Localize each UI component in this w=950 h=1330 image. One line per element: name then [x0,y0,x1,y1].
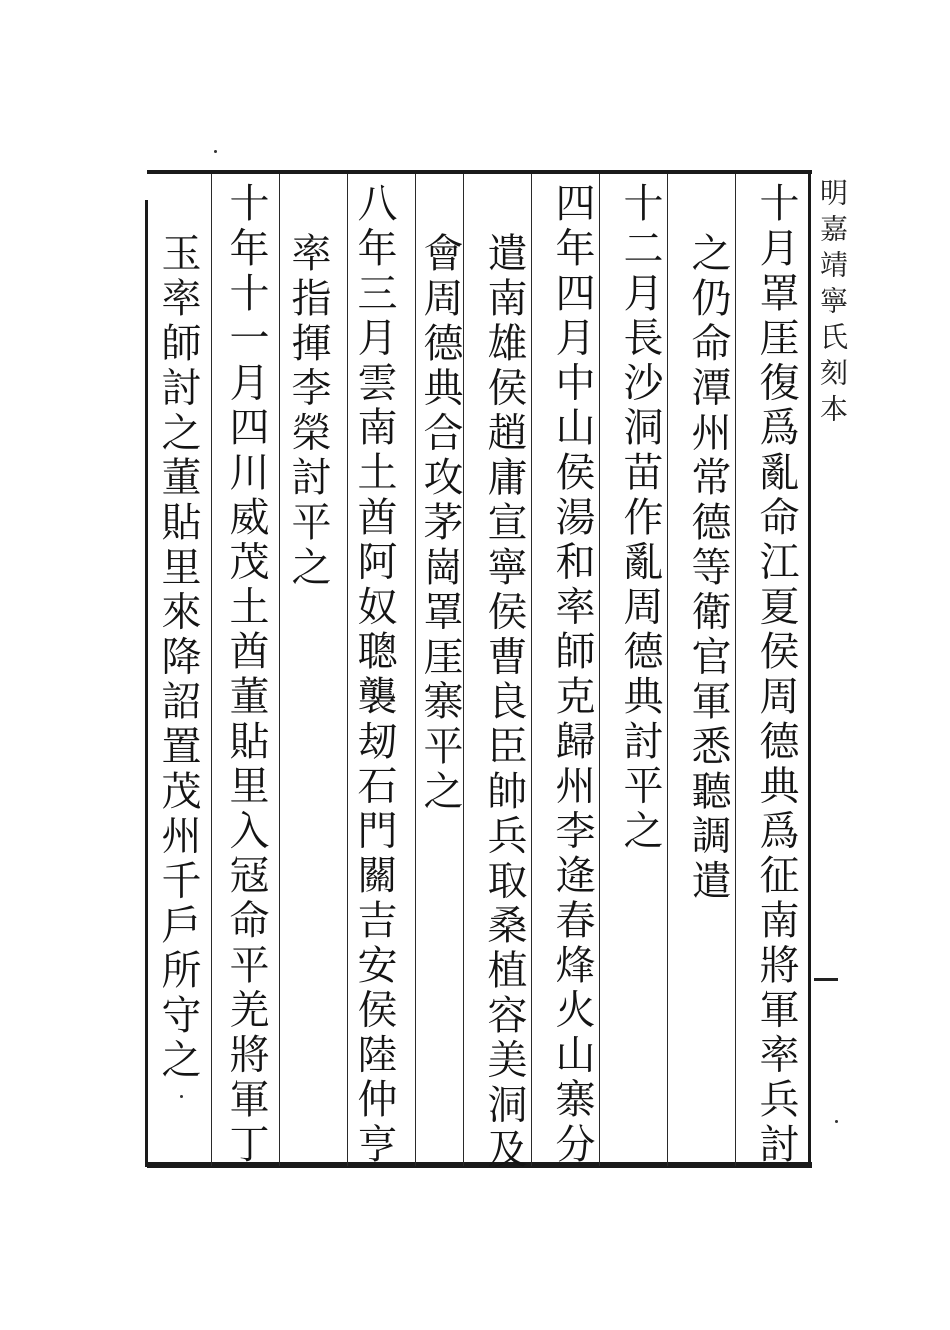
text-column-7: 八年三月雲南土酋阿奴聰襲刼石門關吉安侯陸仲亨 [351,182,397,1168]
left-border [145,200,148,1167]
page-number-mark [814,978,838,981]
text-column-6: 會周德典合攻茅崗罩厓寨平之 [417,232,463,815]
text-column-2: 之仍命潭州常德等衛官軍悉聽調遣 [685,232,731,904]
text-column-3: 十二月長沙洞苗作亂周德典討平之 [617,182,663,854]
ink-speck [835,1120,838,1123]
text-column-5: 遣南雄侯趙庸宣寧侯曹良臣帥兵取桑植容美洞及 [481,232,527,1173]
column-divider [735,174,736,1166]
column-divider [211,174,212,1166]
text-column-8: 率指揮李榮討平之 [285,232,331,591]
top-border [147,170,812,174]
column-divider [667,174,668,1166]
column-divider [531,174,532,1166]
column-divider [279,174,280,1166]
ink-speck [214,150,217,153]
right-border [808,170,811,1168]
margin-column [812,178,849,1168]
book-title: 明嘉靖寧氏刻本 [816,178,849,430]
ink-speck [180,1095,183,1098]
text-column-10: 玉率師討之董貼里來降詔置茂州千戶所守之 [155,232,201,1084]
text-column-9: 十年十一月四川威茂土酋董貼里入冦命平羌將軍丁 [223,182,269,1168]
column-divider [599,174,600,1166]
text-column-1: 十月罩厓復爲亂命江夏侯周德典爲征南將軍率兵討 [753,182,799,1168]
text-column-4: 四年四月中山侯湯和率師克歸州李逄春烽火山寨分 [549,182,595,1168]
